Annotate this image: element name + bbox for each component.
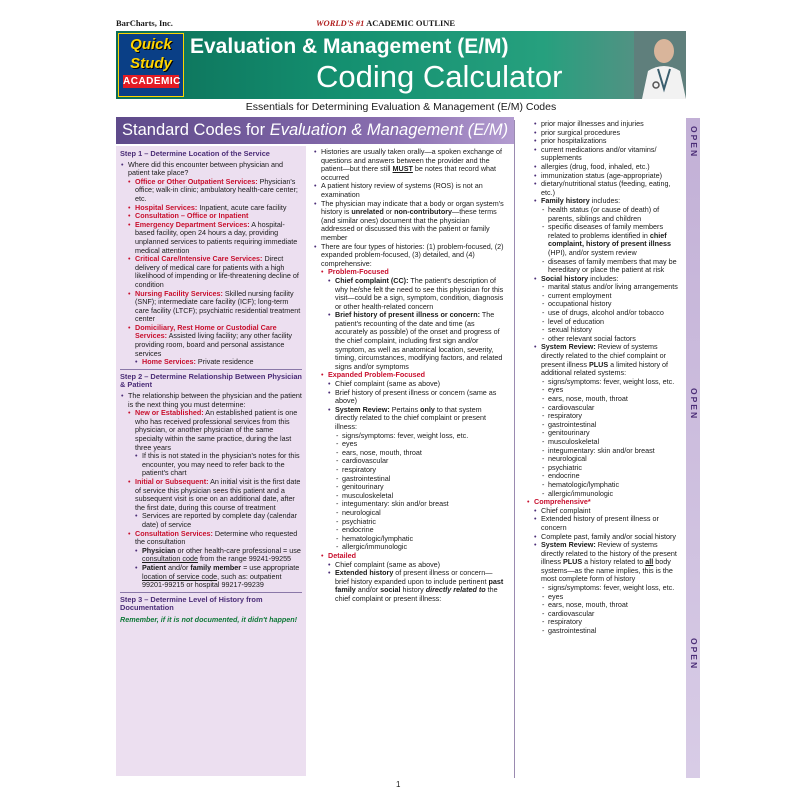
list-item: - hematologic/lymphatic xyxy=(313,535,505,544)
list-item: - psychiatric xyxy=(519,464,681,473)
list-item: • Social history includes: xyxy=(519,275,681,284)
list-item: - respiratory xyxy=(519,412,681,421)
system-list xyxy=(519,378,681,498)
list-item: • Complete past, family and/or social history xyxy=(519,533,681,542)
column-divider xyxy=(514,120,515,778)
column-3 xyxy=(516,120,684,778)
step-2-heading: Step 2 – Determine Relationship Between Physician & Patient xyxy=(120,369,302,390)
list-item: - signs/symptoms: fever, weight loss, etc. xyxy=(519,378,681,387)
doctor-icon xyxy=(634,31,686,99)
list-item: • Chief complaint (same as above) xyxy=(313,380,505,389)
list-item: - respiratory xyxy=(313,466,505,475)
list-item: - ears, nose, mouth, throat xyxy=(519,601,681,610)
list-item: - signs/symptoms: fever, weight loss, etc. xyxy=(519,584,681,593)
column-2 xyxy=(310,146,508,778)
quickstudy-logo xyxy=(118,33,184,97)
list-item: - allergic/immunologic xyxy=(313,543,505,552)
list-item: • Where did this encounter between physician and patient take place? xyxy=(120,161,302,178)
list-item: - sexual history xyxy=(519,326,681,335)
list-item: • immunization status (age-appropriate) xyxy=(519,172,681,181)
list-item: • Brief history of present illness or concern: The patient's recounting of the date and time (as accurately as possible) of the onset and progress of the chief complaint, including first sign and/or symptom, as well as anatomical location, severity, timing, circumstances, modifying factors, and related signs and/or symptoms xyxy=(313,311,505,371)
list-item: - hematologic/lymphatic xyxy=(519,481,681,490)
list-item: - cardiovascular xyxy=(313,457,505,466)
list-item: • If this is not stated in the physician's notes for this encounter, you may need to refer back to the patient's chart xyxy=(120,452,302,478)
list-item: • Chief complaint (CC): The patient's description of why he/she felt the need to see this physician for this visit—could be a sign, symptom, condition, diagnosis or other health-related concern xyxy=(313,277,505,311)
list-item: • Chief complaint (same as above) xyxy=(313,561,505,570)
list-item: • Comprehensive* xyxy=(519,498,681,507)
list-item: - musculoskeletal xyxy=(519,438,681,447)
column-1 xyxy=(116,146,306,776)
title-line-1: Evaluation & Management (E/M) xyxy=(190,35,509,58)
list-item: • Brief history of present illness or concern (same as above) xyxy=(313,389,505,406)
list-item: • Problem-Focused xyxy=(313,268,505,277)
social-list xyxy=(519,283,681,343)
list-item: • Chief complaint xyxy=(519,507,681,516)
list-item: - diseases of family members that may be hereditary or place the patient at risk xyxy=(519,258,681,275)
list-item: • Histories are usually taken orally—a spoken exchange of questions and answers between the provider and the patient—but there still MUST be notes that record what occurred xyxy=(313,148,505,182)
open-label-3: OPEN xyxy=(689,638,699,671)
list-item: • System Review: Review of systems directly related to the history of the present illness PLUS a history related to all body systems—as the name implies, this is the most complete form of history xyxy=(519,541,681,584)
list-item: - endocrine xyxy=(313,526,505,535)
list-item: - genitourinary xyxy=(313,483,505,492)
list-item: - specific diseases of family members related to problems identified in chief complaint, history of present illness (HPI), and/or system review xyxy=(519,223,681,257)
list-item: • Detailed xyxy=(313,552,505,561)
list-item: - psychiatric xyxy=(313,518,505,527)
list-item: - musculoskeletal xyxy=(313,492,505,501)
tagline-suffix: ACADEMIC OUTLINE xyxy=(366,18,456,28)
list-item: • Nursing Facility Services: Skilled nursing facility (SNF); intermediate care facility (ICF); long-term care facility (LTCF); psychiatric residential treatment center xyxy=(120,290,302,324)
open-sidebar xyxy=(686,118,700,778)
list-item: - respiratory xyxy=(519,618,681,627)
list-item: • allergies (drug, food, inhaled, etc.) xyxy=(519,163,681,172)
list-item: • Emergency Department Services: A hospital-based facility, open 24 hours a day, providing unplanned services to patients requiring immediate medical attention xyxy=(120,221,302,255)
section-title-a: Standard Codes for xyxy=(122,121,266,139)
list-item: • Extended history of present illness or concern—brief history expanded upon to include pertinent past family and/or social history directly related to the chief complaint or present illness: xyxy=(313,569,505,603)
tagline-prefix: WORLD'S #1 xyxy=(316,18,365,28)
top-bar xyxy=(116,18,686,30)
list-item: • Domiciliary, Rest Home or Custodial Care Services: Assisted living facility; any other facility providing room, board and personal assistance services xyxy=(120,324,302,358)
list-item: • There are four types of histories: (1) problem-focused, (2) expanded problem-focused, (3) detailed, and (4) comprehensive: xyxy=(313,243,505,269)
tagline xyxy=(316,18,455,28)
list-item: • The relationship between the physician and the patient is the next thing you must determine: xyxy=(120,392,302,409)
list-item: • Physician or other health-care professional = use consultation code from the range 99241-99255 xyxy=(120,547,302,564)
list-item: - eyes xyxy=(519,386,681,395)
list-item: • Critical Care/Intensive Care Services: Direct delivery of medical care for patients with a high likelihood of impending or life-threatening decline of condition xyxy=(120,255,302,289)
list-item: - cardiovascular xyxy=(519,404,681,413)
list-item: • Initial or Subsequent: An initial visit is the first date of service this physician sees this patient and a subsequent visit is one on an additional date, after the first date, during this course of treatment xyxy=(120,478,302,512)
list-item: • Family history includes: xyxy=(519,197,681,206)
page-number: 1 xyxy=(396,780,401,789)
list-item: - gastrointestinal xyxy=(519,421,681,430)
list-item: • A patient history review of systems (ROS) is not an examination xyxy=(313,182,505,199)
logo-quick: Quick xyxy=(130,36,172,53)
list-item: • Extended history of present illness or concern xyxy=(519,515,681,532)
list-item: - current employment xyxy=(519,292,681,301)
list-item: • The physician may indicate that a body or organ system's history is unrelated or non-contributory—these terms (and similar ones) document that the physician addressed or discussed this with the patient or family member xyxy=(313,200,505,243)
list-item: - other relevant social factors xyxy=(519,335,681,344)
list-item: - ears, nose, mouth, throat xyxy=(313,449,505,458)
step-3-heading: Step 3 – Determine Level of History from Documentation xyxy=(120,592,302,613)
publisher-name: BarCharts, Inc. xyxy=(116,18,173,28)
list-item: • Services are reported by complete day (calendar date) of service xyxy=(120,512,302,529)
list-item: • System Review: Pertains only to that system directly related to the chief complaint or present illness: xyxy=(313,406,505,432)
list-item: - integumentary: skin and/or breast xyxy=(313,500,505,509)
section-title xyxy=(116,117,514,144)
open-label-2: OPEN xyxy=(689,388,699,421)
section-title-b: Evaluation & Management (E/M) xyxy=(269,121,509,139)
history-list xyxy=(519,120,681,197)
list-item: - allergic/immunologic xyxy=(519,490,681,499)
list-item: • Patient and/or family member = use appropriate location of service code, such as: outpatient 99201-99215 or hospital 99217-99239 xyxy=(120,564,302,590)
list-item: - level of education xyxy=(519,318,681,327)
list-item: - eyes xyxy=(519,593,681,602)
subtitle: Essentials for Determining Evaluation & Management (E/M) Codes xyxy=(245,101,557,113)
list-item: • prior surgical procedures xyxy=(519,129,681,138)
list-item: - gastrointestinal xyxy=(313,475,505,484)
title-line-2: Coding Calculator xyxy=(316,59,563,94)
remember-note: Remember, if it is not documented, it didn't happen! xyxy=(120,614,298,624)
list-item: - neurological xyxy=(519,455,681,464)
list-item: • Consultation Services: Determine who requested the consultation xyxy=(120,530,302,547)
list-item: • Consultation – Office or Inpatient xyxy=(120,212,302,221)
list-item: • prior major illnesses and injuries xyxy=(519,120,681,129)
list-item: • Hospital Services: Inpatient, acute care facility xyxy=(120,204,302,213)
list-item: - integumentary: skin and/or breast xyxy=(519,447,681,456)
system-list xyxy=(519,584,681,636)
list-item: • System Review: Review of systems directly related to the chief complaint or present illness PLUS a limited history of additional related systems: xyxy=(519,343,681,377)
logo-academic-badge: ACADEMIC xyxy=(123,76,181,87)
list-item: • prior hospitalizations xyxy=(519,137,681,146)
list-item: - marital status and/or living arrangements xyxy=(519,283,681,292)
step-1-heading: Step 1 – Determine Location of the Service xyxy=(120,149,270,158)
list-item: - use of drugs, alcohol and/or tobacco xyxy=(519,309,681,318)
list-item: - gastrointestinal xyxy=(519,627,681,636)
list-item: • dietary/nutritional status (feeding, eating, etc.) xyxy=(519,180,681,197)
list-item: - endocrine xyxy=(519,472,681,481)
list-item: • New or Established: An established patient is one who has received professional services from this physician, or another physician of the same specialty within the same practice, during the last three years xyxy=(120,409,302,452)
list-item: - genitourinary xyxy=(519,429,681,438)
list-item: - occupational history xyxy=(519,300,681,309)
list-item: - cardiovascular xyxy=(519,610,681,619)
list-item: • Expanded Problem-Focused xyxy=(313,371,505,380)
list-item: - health status (or cause of death) of parents, siblings and children xyxy=(519,206,681,223)
list-item: - signs/symptoms: fever, weight loss, etc. xyxy=(313,432,505,441)
list-item: - neurological xyxy=(313,509,505,518)
system-list xyxy=(313,432,505,552)
list-item: • Home Services: Private residence xyxy=(120,358,302,367)
list-item: • current medications and/or vitamins/ supplements xyxy=(519,146,681,163)
list-item: • Office or Other Outpatient Services: Physician's office; walk-in clinic; ambulatory health-care center; etc. xyxy=(120,178,302,204)
list-item: - ears, nose, mouth, throat xyxy=(519,395,681,404)
header-banner xyxy=(116,31,686,99)
list-item: - eyes xyxy=(313,440,505,449)
open-label-1: OPEN xyxy=(689,126,699,159)
logo-study: Study xyxy=(130,55,172,72)
